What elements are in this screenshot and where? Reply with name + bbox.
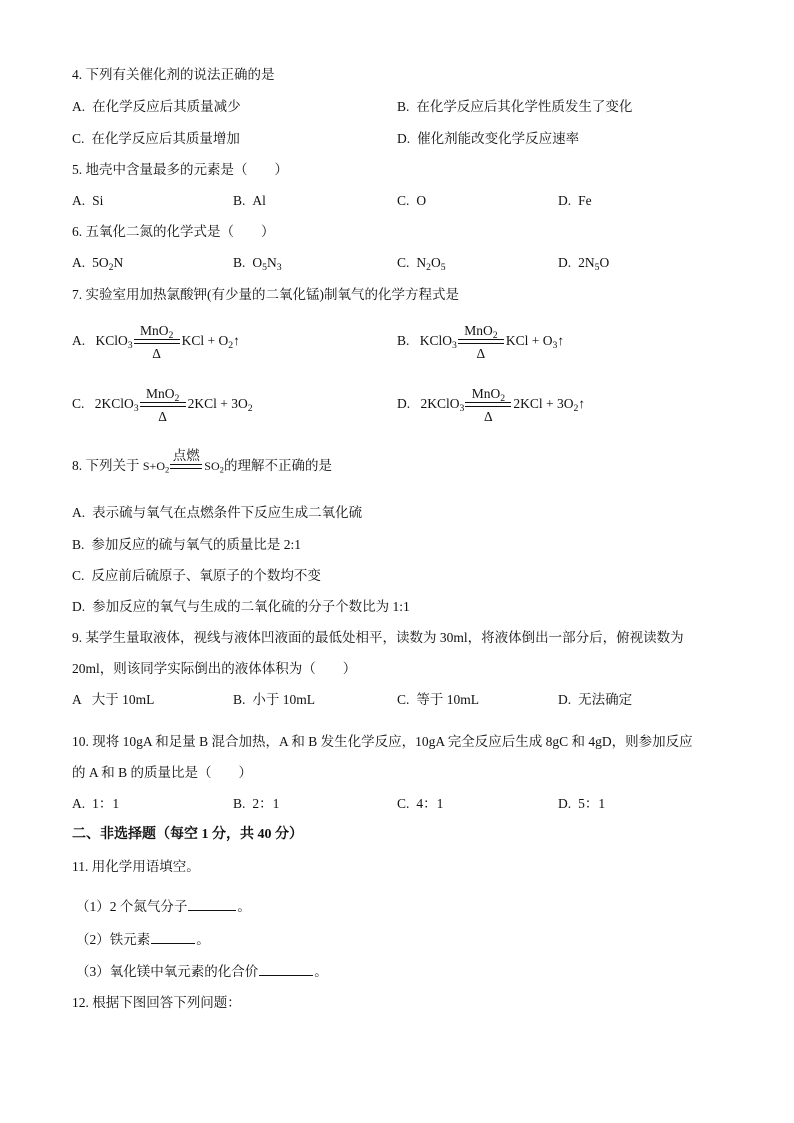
- q10-options: [72, 795, 732, 813]
- q4-options-row-1: [72, 98, 732, 116]
- ignition-condition: 点燃: [172, 448, 200, 464]
- formula-subscript: 2: [174, 393, 180, 405]
- formula-text: KCl + O: [181, 333, 229, 348]
- q10-stem-line-2: 的 A 和 B 的质量比是（ ）: [72, 765, 253, 780]
- option-label: B.: [233, 796, 246, 811]
- formula-subscript: 5: [440, 261, 446, 273]
- q7-option-a: [72, 323, 240, 362]
- formula-text: MnO: [145, 386, 175, 402]
- option-label: B.: [397, 99, 410, 114]
- q11-item-2: [76, 931, 736, 949]
- formula-text: 5O: [92, 255, 109, 270]
- formula-subscript: 3: [452, 339, 457, 351]
- option-text: O: [416, 193, 427, 208]
- option-text: 小于 10mL: [252, 692, 316, 707]
- reaction-condition: [458, 323, 504, 362]
- option-label: D.: [397, 131, 411, 146]
- q8-option-a: [72, 504, 732, 522]
- formula-subscript: 2: [492, 330, 498, 342]
- formula-text: ↑: [233, 333, 240, 348]
- option-label: C.: [397, 255, 410, 270]
- equation-product: [513, 396, 586, 414]
- option-label: C.: [72, 396, 85, 411]
- q5-option-a: [72, 192, 103, 210]
- q9-option-a: [72, 691, 154, 709]
- formula-text: KClO: [95, 333, 128, 348]
- option-label: D.: [558, 193, 572, 208]
- answer-blank: [188, 898, 236, 911]
- option-text: 催化剂能改变化学反应速率: [417, 131, 580, 146]
- option-label: C.: [397, 692, 410, 707]
- formula-subscript: 2: [219, 464, 224, 475]
- formula-text: 2N: [578, 255, 595, 270]
- q8-option-c: [72, 567, 732, 585]
- formula-text: O: [431, 255, 441, 270]
- item-suffix: 。: [237, 899, 251, 914]
- q4-stem: 4. 下列有关催化剂的说法正确的是: [72, 67, 275, 82]
- q10-option-d: [558, 795, 605, 813]
- option-text: 在化学反应后其质量减少: [92, 99, 241, 114]
- section-heading: 二、非选择题（每空 1 分，共 40 分）: [72, 827, 303, 842]
- formula-text: 2KCl + 3O: [513, 396, 574, 411]
- option-label: A.: [72, 505, 86, 520]
- formula-subscript: 3: [459, 402, 465, 414]
- q5-stem: 5. 地壳中含量最多的元素是（ ）: [72, 162, 288, 177]
- option-label: A.: [72, 255, 86, 270]
- formula-subscript: 3: [127, 339, 133, 351]
- q10-stem-line-1: 10. 现将 10gA 和足量 B 混合加热，A 和 B 发生化学反应，10gA 完全反应后生成 8gC 和 4gD，则参加反应: [72, 734, 693, 749]
- q12-stem: 12. 根据下图回答下列问题：: [72, 995, 241, 1010]
- option-label: A.: [72, 796, 86, 811]
- formula-text: KClO: [419, 333, 453, 348]
- option-label: B.: [72, 537, 85, 552]
- q9-option-d: [558, 691, 632, 709]
- q9-options: [72, 691, 732, 709]
- q7-options-row-2: [72, 386, 732, 425]
- chemical-formula: [578, 255, 610, 273]
- q7-options-row-1: [72, 323, 732, 362]
- q8-stem-prefix: 8. 下列关于: [72, 458, 143, 473]
- catalyst: [452, 323, 510, 342]
- option-label: A: [72, 692, 82, 707]
- option-text: 参加反应的硫与氧气的质量比是 2:1: [91, 537, 302, 552]
- option-label: A.: [72, 193, 86, 208]
- equation-reactant: [94, 396, 139, 414]
- item-suffix: 。: [196, 932, 210, 947]
- q7-stem: 7. 实验室用加热氯酸钾(有少量的二氧化锰)制氧气的化学方程式是: [72, 287, 459, 302]
- option-label: C.: [397, 796, 410, 811]
- option-text: 1：1: [92, 796, 120, 811]
- catalyst: [459, 386, 517, 405]
- formula-text: ↑: [557, 333, 565, 348]
- heat-symbol: Δ: [158, 409, 167, 425]
- option-label: B.: [233, 255, 246, 270]
- chemical-formula: [252, 255, 282, 273]
- q4-option-a: [72, 98, 241, 116]
- option-text: Si: [92, 193, 104, 208]
- q4-option-c: [72, 130, 240, 148]
- answer-blank: [259, 963, 313, 976]
- q8-option-b: [72, 536, 732, 554]
- q6-option-d: [558, 254, 609, 272]
- item-prompt: （2）铁元素: [76, 932, 151, 947]
- equation-product: [187, 396, 253, 414]
- option-text: 无法确定: [578, 692, 633, 707]
- q5-option-b: [233, 192, 266, 210]
- formula-subscript: 3: [552, 339, 558, 351]
- formula-text: N: [113, 255, 124, 270]
- option-text: 2：1: [252, 796, 280, 811]
- q10-option-c: [397, 795, 443, 813]
- option-label: D.: [397, 396, 411, 411]
- item-prompt: （1）2 个氮气分子: [76, 899, 188, 914]
- formula-text: N: [416, 255, 427, 270]
- formula-subscript: 2: [247, 402, 253, 414]
- formula-subscript: 5: [594, 261, 600, 273]
- q4-option-d: [397, 130, 579, 148]
- option-label: C.: [72, 568, 85, 583]
- q8-option-d: [72, 598, 732, 616]
- item-prompt: （3）氧化镁中氧元素的化合价: [76, 964, 259, 979]
- q5-options: [72, 192, 732, 210]
- formula-text: ↑: [578, 396, 586, 411]
- q9-stem-line-2: 20ml，则该同学实际倒出的液体体积为（ ）: [72, 661, 357, 676]
- option-text: 在化学反应后其质量增加: [91, 131, 240, 146]
- q6-option-a: [72, 254, 123, 272]
- formula-subscript: 2: [500, 393, 506, 405]
- q10-option-b: [233, 795, 279, 813]
- reaction-condition: [170, 448, 202, 469]
- formula-text: MnO: [464, 323, 493, 339]
- q8-stem-suffix: 的理解不正确的是: [223, 458, 332, 473]
- formula-subscript: 2: [164, 464, 170, 475]
- option-label: D.: [558, 255, 572, 270]
- option-label: D.: [558, 796, 572, 811]
- q11-stem: 11. 用化学用语填空。: [72, 859, 200, 874]
- equation-product: [181, 333, 240, 351]
- formula-text: KCl + O: [505, 333, 553, 348]
- option-text: 表示硫与氧气在点燃条件下反应生成二氧化硫: [92, 505, 363, 520]
- option-text: 在化学反应后其化学性质发生了变化: [416, 99, 633, 114]
- formula-text: O: [252, 255, 263, 270]
- q11-item-3: [76, 963, 736, 981]
- formula-text: N: [267, 255, 277, 270]
- q7-option-d: [397, 386, 586, 425]
- q11-item-1: [76, 898, 736, 916]
- option-label: B.: [233, 193, 246, 208]
- reaction-condition: [140, 386, 186, 425]
- option-text: 等于 10mL: [416, 692, 480, 707]
- heat-symbol: Δ: [476, 346, 486, 362]
- chemical-formula: [416, 255, 446, 273]
- formula-text: 2KClO: [420, 396, 460, 411]
- formula-subscript: 2: [168, 330, 174, 342]
- option-text: Fe: [578, 193, 592, 208]
- formula-text: O: [599, 255, 610, 270]
- formula-text: SO: [204, 459, 220, 473]
- formula-text: MnO: [139, 323, 169, 339]
- formula-subscript: 3: [133, 402, 139, 414]
- formula-subscript: 2: [108, 261, 114, 273]
- formula-subscript: 2: [228, 339, 234, 351]
- formula-text: S+O: [142, 459, 165, 473]
- formula-subscript: 2: [426, 261, 431, 273]
- option-label: A.: [72, 333, 86, 348]
- q7-option-b: [397, 323, 565, 362]
- q9-option-c: [397, 691, 479, 709]
- reaction-condition: [465, 386, 511, 425]
- option-label: C.: [72, 131, 85, 146]
- option-label: B.: [397, 333, 410, 348]
- catalyst: [128, 323, 186, 342]
- q6-option-c: [397, 254, 446, 272]
- option-text: 反应前后硫原子、氧原子的个数均不变: [91, 568, 321, 583]
- option-label: D.: [558, 692, 572, 707]
- option-text: 参加反应的氧气与生成的二氧化硫的分子个数比为 1:1: [92, 599, 410, 614]
- formula-text: 2KClO: [94, 396, 134, 411]
- option-text: 5：1: [578, 796, 606, 811]
- equation-product: [505, 333, 565, 351]
- chemical-formula: [92, 255, 124, 273]
- option-label: B.: [233, 692, 246, 707]
- equation-reactant: [420, 396, 465, 414]
- heat-symbol: Δ: [152, 346, 161, 362]
- q4-option-b: [397, 98, 632, 116]
- q4-options-row-2: [72, 130, 732, 148]
- q10-option-a: [72, 795, 119, 813]
- catalyst: [134, 386, 192, 405]
- option-label: C.: [397, 193, 410, 208]
- option-label: D.: [72, 599, 86, 614]
- q7-option-c: [72, 386, 253, 425]
- heat-symbol: Δ: [484, 409, 493, 425]
- reaction-condition: [134, 323, 180, 362]
- formula-text: 2KCl + 3O: [187, 396, 248, 411]
- option-text: Al: [252, 193, 266, 208]
- option-text: 4：1: [416, 796, 444, 811]
- formula-text: MnO: [471, 386, 501, 402]
- option-label: A.: [72, 99, 86, 114]
- item-suffix: 。: [314, 964, 328, 979]
- q6-option-b: [233, 254, 282, 272]
- formula-subscript: 3: [276, 261, 282, 273]
- formula-subscript: 2: [573, 402, 579, 414]
- q5-option-c: [397, 192, 426, 210]
- q9-stem-line-1: 9. 某学生量取液体，视线与液体凹液面的最低处相平，读数为 30ml，将液体倒出一部分后，俯视读数为: [72, 630, 684, 645]
- q6-options: [72, 254, 732, 272]
- q5-option-d: [558, 192, 592, 210]
- q8-stem: [72, 448, 732, 475]
- answer-blank: [151, 931, 195, 944]
- q6-stem: 6. 五氧化二氮的化学式是（ ）: [72, 224, 275, 239]
- option-text: 大于 10mL: [91, 692, 155, 707]
- formula-subscript: 5: [262, 261, 267, 273]
- q9-option-b: [233, 691, 315, 709]
